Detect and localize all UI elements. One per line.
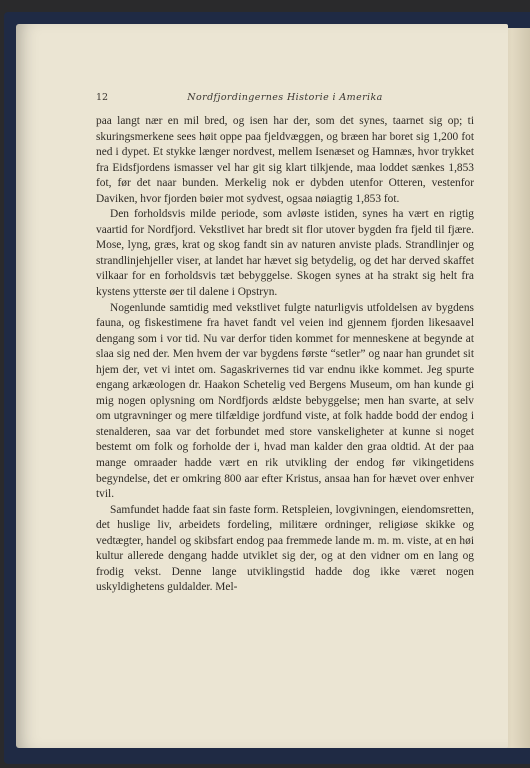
paragraph-3: Nogenlunde samtidig med vekstlivet fulgte naturligvis utfoldelsen av bygdens fauna, og fiskestimene fra havet fandt vel veien ind gjennem fjorden likesaavel dengang som i vor tid. Nu var derfor tiden kommet for menneskene at begynde at slaa sig ned der. Men hvem der var bygdens første “setler” og naar han grundet sit hjem der, vet vi intet om. Sagaskrivernes tid var endnu ikke kommet. Jeg spurte engang arkæologen dr. Haakon Schetelig ved Bergens Museum, om han kunde gi mig nogen oplysning om Nordfjords ældste bebyggelse; men han svarte, at selv om utgravninger og mere tilfældige jordfund viste, at folk hadde bodd der endog i stenalderen, saa var det forbundet med store vanskeligheter at kunne si noget bestemt om folk og forholde der i, hvad man kalder den graa oldtid. At der paa mange omraader hadde vært en rik utvikling der endog før vikingetidens begyndelse, det er omkring 800 aar efter Kristus, ansaa han for hævet over enhver tvil. bbox=[96, 301, 474, 501]
paragraph-1: paa langt nær en mil bred, og isen har der, som det synes, taarnet sig op; ti skuringsmerkene sees høit oppe paa fjeldvæggen, og bræen har boret sig 1,200 fot ned i dypet. Et stykke længer nordvest, mellem Isenæset og Hamnæs, hvor trykket fra Eidsfjordens ismasser vel har git sig klart tilkjende, maa loddet sænkes 1,853 fot, før det naar bunden. Merkelig nok er dybden utenfor Otteren, vestenfor Daviken, hvor fjorden bøier mot sydvest, ogsaa nøiagtig 1,853 fot. bbox=[96, 115, 474, 205]
paragraph-2: Den forholdsvis milde periode, som avløste istiden, synes ha vært en rigtig vaartid for Nordfjord. Vekstlivet har bredt sit flor utover bygden fra fjeld til fjære. Mose, lyng, græs, krat og skog fandt sin av naturen anviste plads. Strandlinjer og strandlinjehjeller viser, at landet har hævet sig betydelig, og det har derved skaffet vilkaar for en forholdsvis tæt bebyggelse. Skogen synes at ha strakt sig helt fra kystens ytterste øer til dalene i Opstryn. bbox=[96, 208, 474, 299]
page-header bbox=[96, 92, 474, 106]
running-title: Nordfjordingernes Historie i Amerika bbox=[187, 92, 383, 103]
body-text bbox=[96, 114, 474, 596]
paragraph-4: Samfundet hadde faat sin faste form. Retspleien, lovgivningen, eiendomsretten, det huslige liv, arbeidets fordeling, militære ordninger, religiøse skikke og vedtægter, handel og skibsfart endog paa fremmede lande m. m. m. viste, at en høi kultur allerede dengang hadde utviklet sig der, og at den vidner om en lang og frodig vekst. Denne lange utviklingstid hadde dog ikke været nogen uskyldighetens guldalder. Mel- bbox=[96, 503, 474, 594]
page-number: 12 bbox=[96, 92, 109, 103]
